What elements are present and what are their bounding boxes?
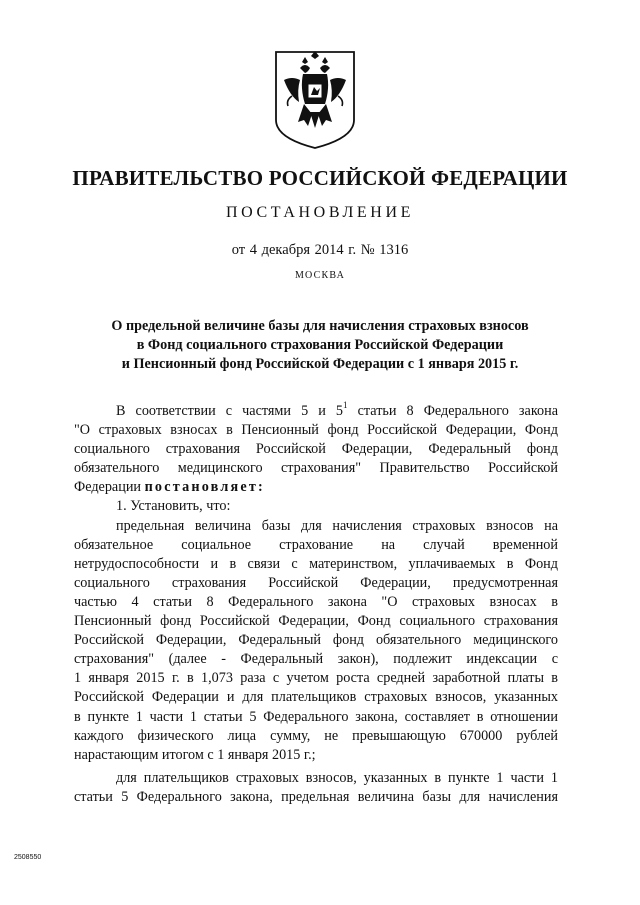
paragraph-line: каждого физического лица сумму, не превышающую 670000 рублей: [74, 727, 558, 744]
paragraph-line: нетрудоспособности и в связи с материнством, уплачиваемых в Фонд: [74, 555, 558, 572]
paragraph-line: нарастающим итогом с 1 января 2015 г.;: [74, 746, 316, 763]
document-type: ПОСТАНОВЛЕНИЕ: [226, 204, 414, 221]
paragraph-line: [74, 478, 558, 497]
paragraph-line: обязательное социальное страхование на случай временной: [74, 536, 558, 553]
document-body: [74, 402, 558, 807]
paragraph-line: статьи 5 Федерального закона, предельная величина базы для начисления: [74, 788, 558, 805]
decree-verb: постановляет:: [144, 479, 265, 496]
superscript: 1: [343, 400, 348, 410]
text-fragment: В соответствии с частями 5 и 5: [116, 403, 344, 419]
paragraph-line: Пенсионный фонд Российской Федерации, Фонд социального страхования: [74, 613, 558, 630]
document-id: 2508550: [14, 854, 42, 861]
heading-line: О предельной величине базы для начисления страховых взносов: [111, 318, 529, 334]
paragraph-line: 1 января 2015 г. в 1,073 раза с учетом роста средней заработной платы в: [74, 670, 558, 687]
paragraph-line: обязательного медицинского страхования" Правительство Российской: [74, 460, 558, 477]
document-date-number: от 4 декабря 2014 г. № 1316: [231, 242, 409, 258]
paragraph-line: в пункте 1 части 1 статьи 5 Федерального закона, составляет в отношении: [74, 708, 558, 725]
text-fragment: Федерации: [74, 479, 145, 496]
document-heading: [40, 317, 600, 374]
text-fragment: статьи 8 Федерального закона: [347, 403, 558, 419]
government-title: ПРАВИТЕЛЬСТВО РОССИЙСКОЙ ФЕДЕРАЦИИ: [72, 166, 568, 190]
paragraph-line: Российской Федерации и для плательщиков страховых взносов, указанных: [74, 689, 558, 706]
paragraph-line: частью 4 статьи 8 Федерального закона "О страховых взносах в: [74, 593, 558, 610]
paragraph-line: социального страхования Российской Федерации, предусмотренная: [74, 574, 558, 591]
heading-line: и Пенсионный фонд Российской Федерации с 1 января 2015 г.: [121, 356, 519, 372]
paragraph-line: Российской Федерации, Федеральный фонд обязательного медицинского: [74, 632, 558, 649]
paragraph-line: предельная величина базы для начисления страховых взносов на: [116, 517, 558, 534]
paragraph-line: 1. Установить, что:: [116, 498, 231, 515]
paragraph-line: "О страховых взносах в Пенсионный фонд Российской Федерации, Фонд: [74, 422, 558, 439]
coat-of-arms-emblem: [274, 50, 356, 150]
heading-line: в Фонд социального страхования Российской Федерации: [136, 337, 504, 353]
paragraph-line: для плательщиков страховых взносов, указанных в пункте 1 части 1: [116, 769, 558, 786]
document-city: МОСКВА: [294, 270, 346, 281]
paragraph-line: страхования" (далее - Федеральный закон), подлежит индексации с: [74, 651, 558, 668]
paragraph-line: [74, 402, 558, 421]
double-headed-eagle-icon: [274, 50, 356, 150]
paragraph-line: социального страхования Российской Федерации, Федеральный фонд: [74, 441, 558, 458]
